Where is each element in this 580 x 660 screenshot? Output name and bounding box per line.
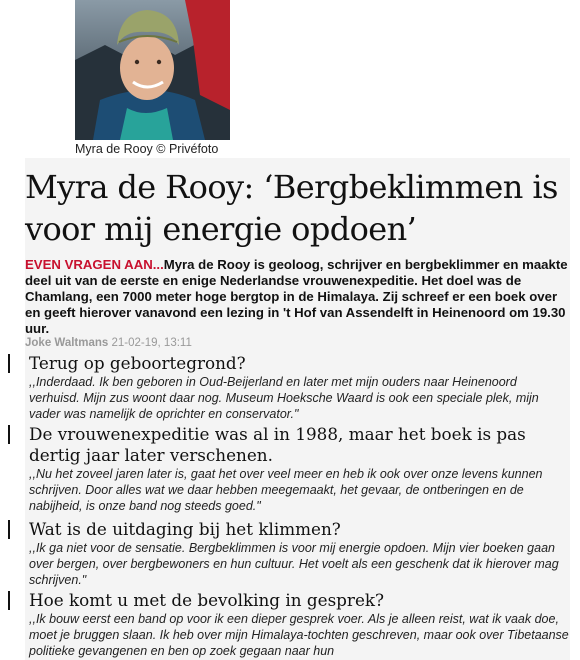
qa-item — [25, 519, 570, 588]
publish-date: 21-02-19, 13:11 — [111, 337, 192, 349]
headline-line-1: Myra de Rooy: ‘Bergbeklimmen is — [25, 168, 558, 206]
qa-item — [25, 590, 570, 659]
intro-paragraph — [25, 257, 570, 337]
headline — [25, 166, 570, 250]
question: Terug op geboortegrond? — [25, 353, 570, 374]
intro-text: Myra de Rooy is geoloog, schrijver en bergbeklimmer en maakte deel uit van de eerste en enige Nederlandse vrouwenexpeditie. Het doel was de Chamlang, een 7000 meter hoge bergtop in de Himalaya. Zij schreef er een boek over en geeft hierover vanavond een lezing in 't Hof van Assendelft in Heinenoord om 19.30 uur. — [25, 257, 568, 336]
question: Hoe komt u met de bevolking in gesprek? — [25, 590, 570, 611]
question: Wat is de uitdaging bij het klimmen? — [25, 519, 570, 540]
portrait-image — [75, 0, 230, 140]
article — [25, 158, 570, 660]
question: De vrouwenexpeditie was al in 1988, maar het boek is pas dertig jaar later verschenen. — [25, 424, 570, 466]
answer: ,,Nu het zoveel jaren later is, gaat het over veel meer en heb ik ook over onze levens kunnen schrijven. Door alles wat we daar hebben meegemaakt, het gevaar, de ontberingen en de nabijheid, is onze band nog steeds goed." — [29, 467, 543, 513]
answer: ,,Ik ga niet voor de sensatie. Bergbeklimmen is voor mij energie opdoen. Mijn vier boeken gaan over bergen, over bergbewoners en hun cultuur. Het voelt als een geschenk dat ik hierover mag schrijven." — [29, 541, 559, 587]
photo-caption: Myra de Rooy © Privéfoto — [75, 142, 219, 156]
qa-item — [25, 424, 570, 514]
byline — [25, 337, 192, 349]
answer: ,,Inderdaad. Ik ben geboren in Oud-Beijerland en later met mijn ouders naar Heinenoord verhuisd. Mijn zus woont daar nog. Museum Hoeksche Waard is ook een speciale plek, mijn vader was namelijk de oprichter en conservator." — [29, 375, 539, 421]
answer: ,,Ik bouw eerst een band op voor ik een dieper gesprek voer. Als je alleen reist, wat ik vaak doe, moet je bruggen slaan. Ik heb over mijn Himalaya-tochten geschreven, maar ook over Tibetaanse politieke gevangenen en ben op zoek gegaan naar hun — [29, 612, 569, 658]
qa-item — [25, 353, 570, 422]
headline-line-2: voor mij energie opdoen’ — [25, 210, 417, 248]
kicker-label: EVEN VRAGEN AAN... — [25, 257, 164, 272]
author-photo — [75, 0, 230, 140]
author-name: Joke Waltmans — [25, 337, 109, 349]
